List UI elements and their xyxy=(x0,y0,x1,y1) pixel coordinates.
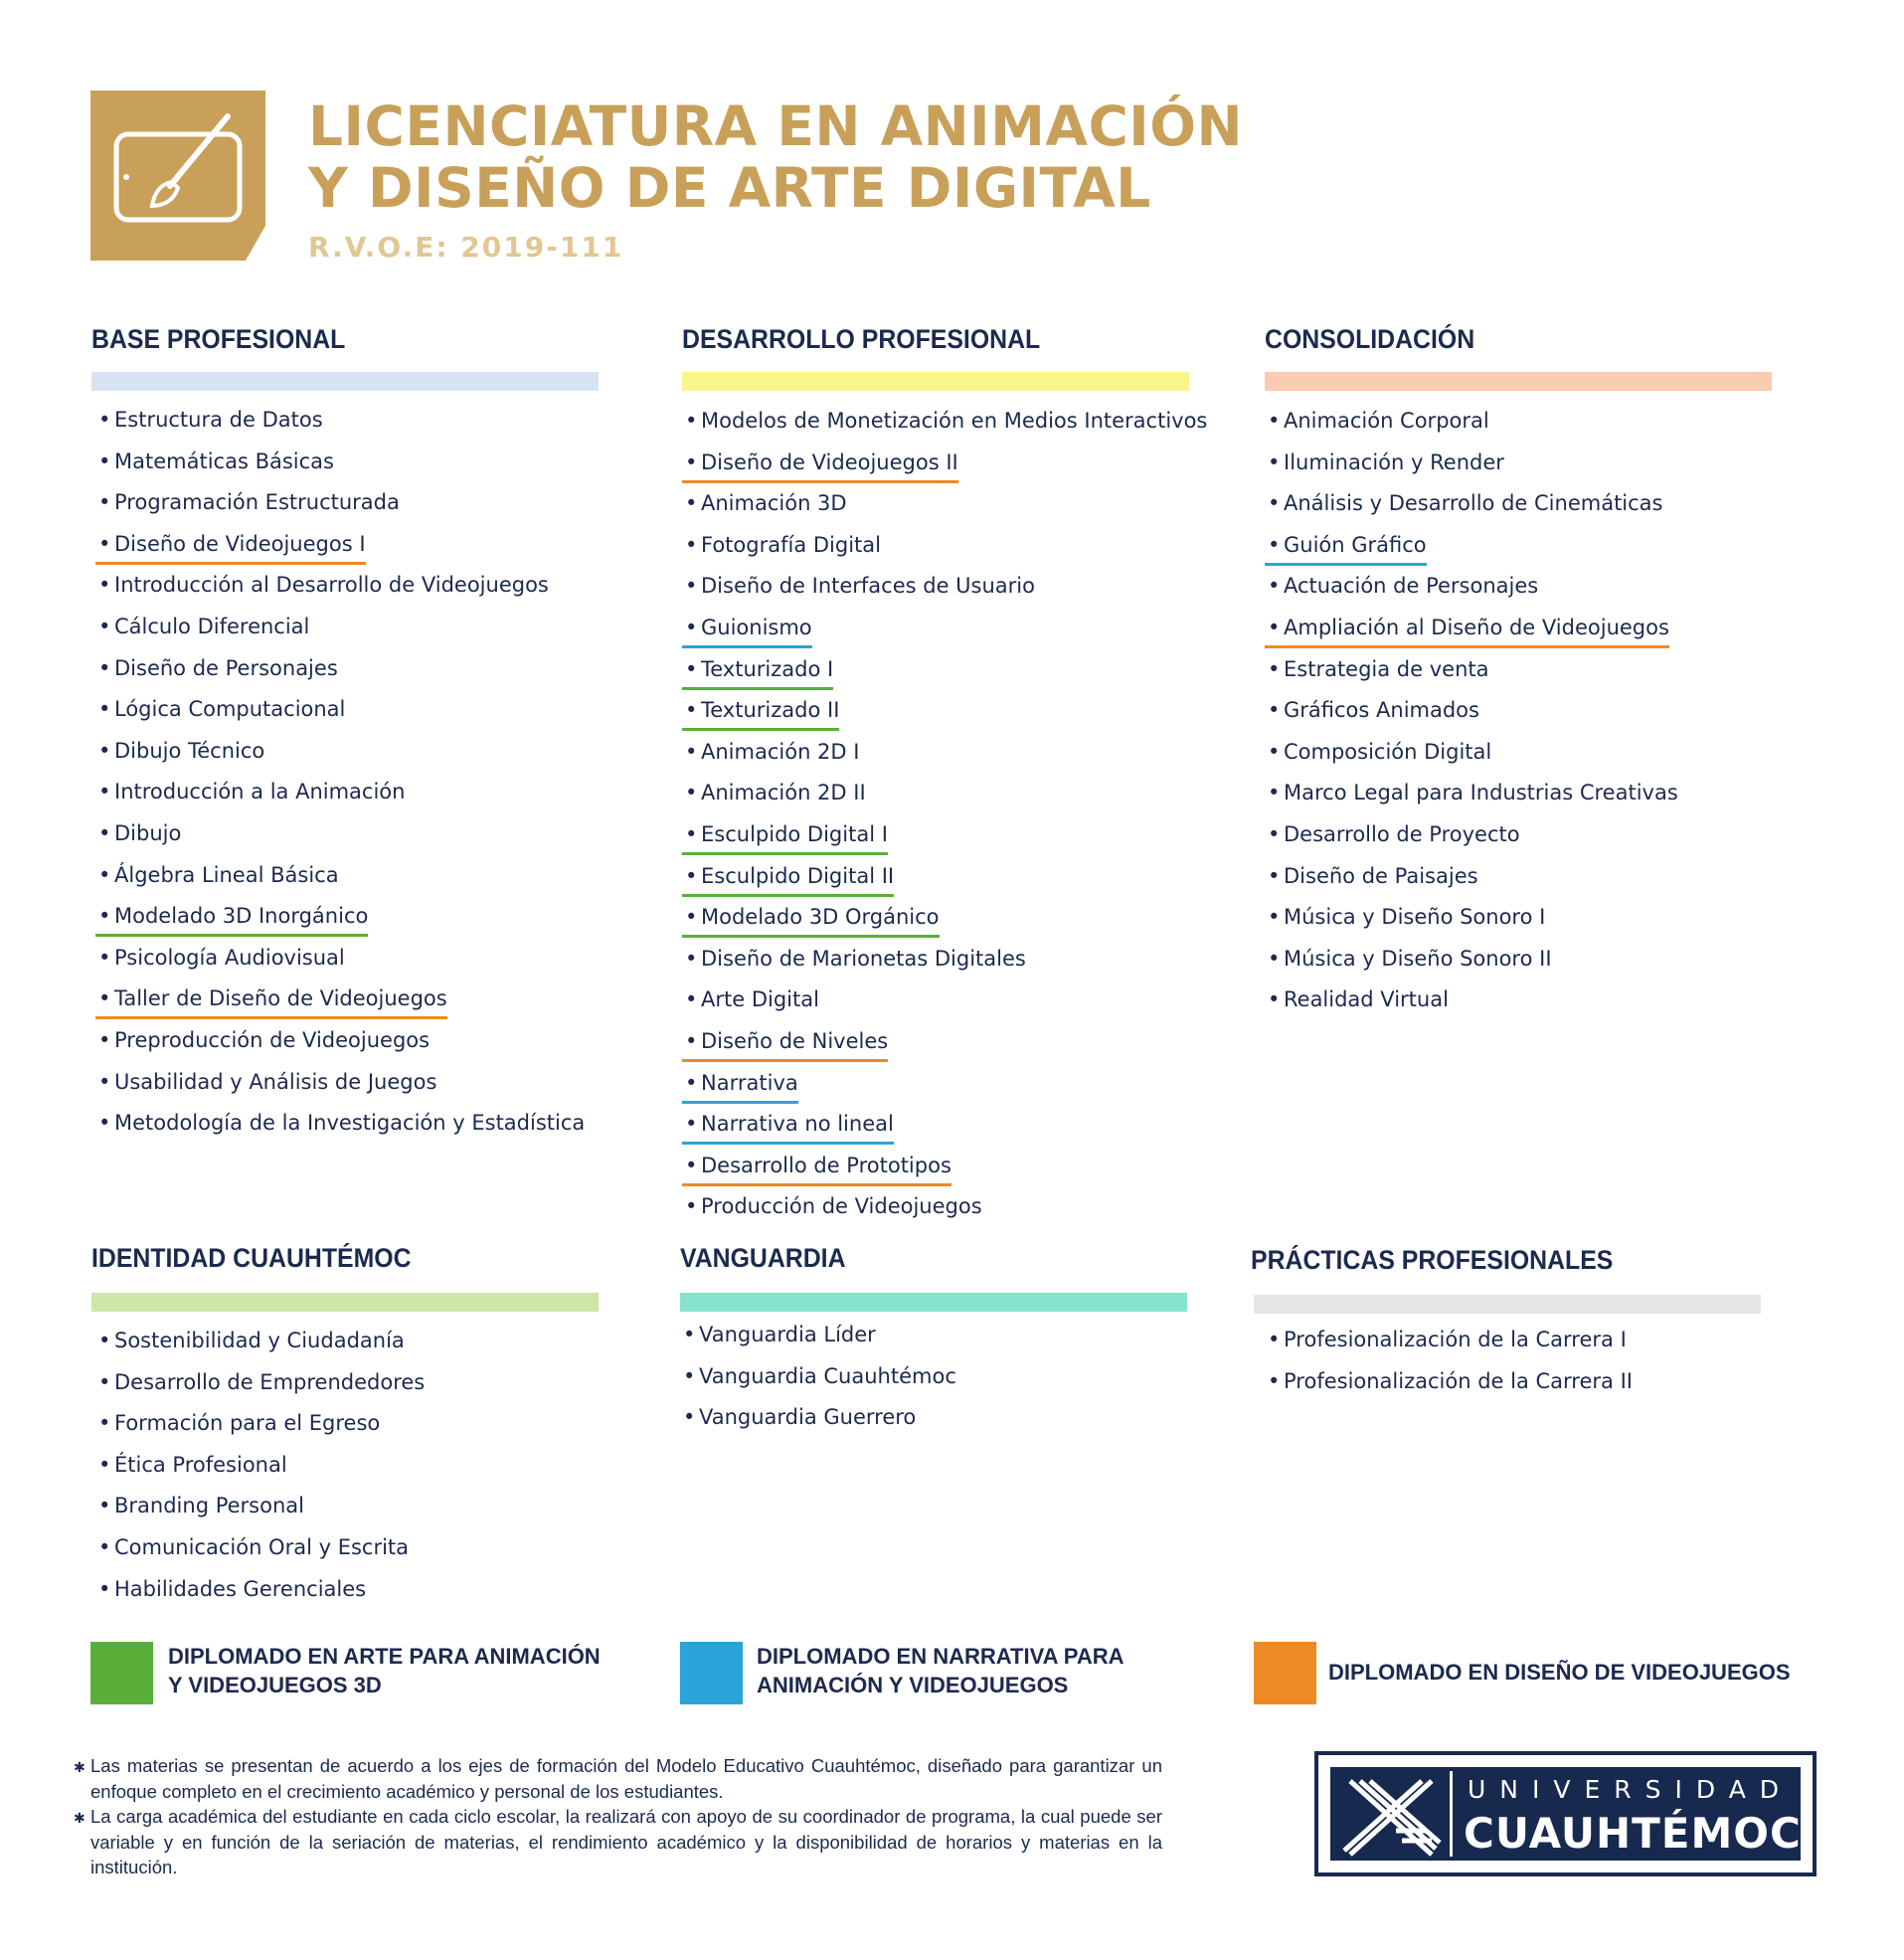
course-item xyxy=(1265,902,1678,944)
course-name: • Gráficos Animados xyxy=(1265,695,1479,728)
course-item xyxy=(680,1402,956,1444)
course-name: • Ética Profesional xyxy=(95,1450,287,1483)
course-item xyxy=(1265,571,1678,613)
course-item xyxy=(682,530,1207,572)
course-name: • Diseño de Personajes xyxy=(95,653,338,686)
course-name: • Texturizado II xyxy=(682,695,839,731)
course-item xyxy=(95,1574,425,1616)
course-list xyxy=(682,406,1207,1233)
course-item xyxy=(95,529,585,571)
course-list xyxy=(1265,1325,1633,1407)
section-practicas-profesionales xyxy=(1251,1245,1644,1393)
course-name: • Metodología de la Investigación y Estadística xyxy=(95,1108,585,1141)
legend-label-line2: ANIMACIÓN Y VIDEOJUEGOS xyxy=(757,1673,1069,1697)
course-name: • Preproducción de Videojuegos xyxy=(95,1025,430,1058)
course-name: • Cálculo Diferencial xyxy=(95,612,309,644)
course-name: • Programación Estructurada xyxy=(95,487,400,520)
legend-videojuegos xyxy=(1328,1658,1791,1687)
course-name: • Estrategia de venta xyxy=(1265,654,1489,687)
section-color-bar xyxy=(680,1293,1187,1312)
course-name: • Branding Personal xyxy=(95,1491,304,1523)
legend-label-line1: DIPLOMADO EN NARRATIVA PARA xyxy=(757,1644,1125,1669)
course-item xyxy=(682,1151,1207,1192)
course-item xyxy=(95,1025,585,1067)
course-name: • Actuación de Personajes xyxy=(1265,571,1538,604)
course-list xyxy=(95,405,585,1150)
footnote xyxy=(74,1753,1162,1804)
course-item xyxy=(95,1491,425,1532)
course-name: • Dibujo xyxy=(95,818,181,851)
course-name: • Marco Legal para Industrias Creativas xyxy=(1265,778,1678,810)
course-name: • Realidad Virtual xyxy=(1265,984,1449,1017)
course-list xyxy=(95,1326,425,1615)
course-name: • Iluminación y Render xyxy=(1265,447,1504,480)
section-color-bar xyxy=(1265,372,1772,391)
course-item xyxy=(1265,737,1678,779)
course-name: • Modelos de Monetización en Medios Interactivos xyxy=(682,406,1207,439)
section-title: IDENTIDAD CUAUHTÉMOC xyxy=(91,1243,412,1273)
section-title: VANGUARDIA xyxy=(680,1243,846,1273)
university-word: UNIVERSIDAD xyxy=(1468,1775,1794,1804)
course-name: • Animación 2D II xyxy=(682,778,866,810)
course-item xyxy=(95,446,585,488)
course-item xyxy=(1265,530,1678,572)
program-title-line1: LICENCIATURA EN ANIMACIÓN xyxy=(308,94,1244,158)
course-name: • Taller de Diseño de Videojuegos xyxy=(95,983,447,1019)
footnotes xyxy=(74,1753,1162,1880)
course-name: • Profesionalización de la Carrera I xyxy=(1265,1325,1627,1357)
tablet-paintbrush-icon xyxy=(90,90,265,261)
course-name: • Comunicación Oral y Escrita xyxy=(95,1532,409,1565)
course-item xyxy=(95,736,585,778)
course-item xyxy=(1265,447,1678,489)
course-item xyxy=(682,1026,1207,1068)
section-desarrollo-profesional xyxy=(682,324,1208,1219)
legend-narrativa xyxy=(757,1642,1125,1699)
course-item xyxy=(95,1326,425,1367)
university-name: CUAUHTÉMOC xyxy=(1464,1809,1802,1858)
course-list xyxy=(680,1320,956,1444)
course-item xyxy=(682,406,1207,447)
course-name: • Vanguardia Líder xyxy=(680,1320,876,1352)
course-name: • Desarrollo de Prototipos xyxy=(682,1151,952,1186)
course-name: • Diseño de Videojuegos II xyxy=(682,447,958,483)
course-item xyxy=(95,1367,425,1409)
course-name: • Desarrollo de Proyecto xyxy=(1265,819,1520,852)
course-item xyxy=(682,1068,1207,1110)
section-title: BASE PROFESIONAL xyxy=(91,324,346,354)
course-item xyxy=(95,1067,585,1109)
section-color-bar xyxy=(91,1293,599,1312)
course-name: • Modelado 3D Orgánico xyxy=(682,902,940,938)
course-item xyxy=(1265,654,1678,696)
course-item xyxy=(1265,778,1678,819)
course-item xyxy=(95,1408,425,1450)
course-item xyxy=(682,984,1207,1026)
course-name: • Formación para el Egreso xyxy=(95,1408,380,1441)
course-item xyxy=(1265,406,1678,447)
course-item xyxy=(682,571,1207,613)
legend-label-line2: Y VIDEOJUEGOS 3D xyxy=(168,1673,382,1697)
course-item xyxy=(680,1320,956,1361)
course-list xyxy=(1265,406,1678,1026)
course-name: • Composición Digital xyxy=(1265,737,1491,770)
section-title: PRÁCTICAS PROFESIONALES xyxy=(1251,1245,1614,1275)
course-name: • Introducción a la Animación xyxy=(95,777,405,809)
program-title-line2: Y DISEÑO DE ARTE DIGITAL xyxy=(308,156,1151,220)
course-item xyxy=(680,1361,956,1403)
course-name: • Álgebra Lineal Básica xyxy=(95,860,339,893)
legend-green-swatch xyxy=(90,1642,153,1704)
course-name: • Narrativa no lineal xyxy=(682,1109,894,1145)
section-color-bar xyxy=(1254,1295,1761,1314)
course-name: • Guionismo xyxy=(682,613,812,648)
section-consolidacion xyxy=(1265,324,1678,1012)
course-item xyxy=(682,1191,1207,1233)
course-name: • Diseño de Paisajes xyxy=(1265,861,1478,894)
section-color-bar xyxy=(91,372,599,391)
course-item xyxy=(682,737,1207,779)
course-item xyxy=(682,902,1207,944)
footnote-text: La carga académica del estudiante en cada ciclo escolar, la realizará con apoyo de su coordinador de programa, la cual puede ser variable y en función de la seriación de materias, el rendimiento académico y la disponibilidad de horarios y materias en la institución. xyxy=(90,1806,1162,1877)
course-name: • Fotografía Digital xyxy=(682,530,881,563)
course-name: • Lógica Computacional xyxy=(95,694,345,727)
course-name: • Profesionalización de la Carrera II xyxy=(1265,1366,1633,1399)
course-item xyxy=(682,861,1207,903)
course-item xyxy=(95,694,585,736)
section-title: CONSOLIDACIÓN xyxy=(1265,324,1475,354)
course-item xyxy=(682,1109,1207,1151)
course-item xyxy=(1265,613,1678,654)
legend-label-line1: DIPLOMADO EN ARTE PARA ANIMACIÓN xyxy=(168,1644,601,1669)
section-identidad-cuauhtemoc xyxy=(91,1243,438,1601)
course-item xyxy=(95,612,585,653)
course-item xyxy=(1265,1366,1633,1408)
course-name: • Introducción al Desarrollo de Videojuegos xyxy=(95,570,549,603)
course-name: • Texturizado I xyxy=(682,654,833,690)
course-name: • Estructura de Datos xyxy=(95,405,323,438)
legend-label-line1: DIPLOMADO EN DISEÑO DE VIDEOJUEGOS xyxy=(1328,1660,1791,1685)
course-item xyxy=(682,654,1207,696)
course-name: • Guión Gráfico xyxy=(1265,530,1427,566)
program-title xyxy=(308,95,1243,219)
course-item xyxy=(682,488,1207,530)
course-name: • Arte Digital xyxy=(682,984,819,1017)
course-item xyxy=(95,405,585,446)
course-name: • Diseño de Marionetas Digitales xyxy=(682,944,1026,977)
course-item xyxy=(1265,984,1678,1026)
course-name: • Producción de Videojuegos xyxy=(682,1191,982,1224)
course-name: • Esculpido Digital II xyxy=(682,861,894,897)
course-name: • Animación 3D xyxy=(682,488,847,521)
course-name: • Diseño de Interfaces de Usuario xyxy=(682,571,1035,604)
course-item xyxy=(682,778,1207,819)
footnote-text: Las materias se presentan de acuerdo a los ejes de formación del Modelo Educativo Cuauhtémoc, diseñado para garantizar un enfoque completo en el crecimiento académico y personal de los estudiantes. xyxy=(90,1755,1162,1802)
course-name: • Diseño de Niveles xyxy=(682,1026,888,1062)
course-name: • Psicología Audiovisual xyxy=(95,943,345,976)
section-color-bar xyxy=(682,372,1189,391)
course-item xyxy=(1265,819,1678,861)
course-name: • Desarrollo de Emprendedores xyxy=(95,1367,425,1400)
course-item xyxy=(1265,944,1678,985)
course-item xyxy=(95,487,585,529)
course-name: • Modelado 3D Inorgánico xyxy=(95,901,368,937)
course-name: • Esculpido Digital I xyxy=(682,819,888,855)
course-name: • Música y Diseño Sonoro I xyxy=(1265,902,1545,935)
legend-arte-3d xyxy=(168,1642,601,1699)
program-logo xyxy=(90,90,265,261)
university-logo-panel xyxy=(1330,1767,1801,1861)
logo-divider xyxy=(1450,1771,1453,1857)
course-name: • Análisis y Desarrollo de Cinemáticas xyxy=(1265,488,1663,521)
course-item xyxy=(1265,1325,1633,1366)
course-name: • Diseño de Videojuegos I xyxy=(95,529,366,565)
course-name: • Música y Diseño Sonoro II xyxy=(1265,944,1552,977)
asterisk-icon: ✱ xyxy=(74,1759,86,1775)
course-name: • Dibujo Técnico xyxy=(95,736,264,769)
course-item xyxy=(1265,488,1678,530)
course-item xyxy=(682,447,1207,489)
section-title: DESARROLLO PROFESIONAL xyxy=(682,324,1041,354)
course-item xyxy=(95,653,585,695)
asterisk-icon: ✱ xyxy=(74,1810,86,1826)
course-name: • Vanguardia Guerrero xyxy=(680,1402,916,1435)
course-name: • Narrativa xyxy=(682,1068,798,1104)
footnote xyxy=(74,1804,1162,1880)
course-item xyxy=(682,819,1207,861)
course-item xyxy=(95,860,585,902)
course-item xyxy=(95,570,585,612)
course-item xyxy=(95,777,585,818)
course-item xyxy=(95,901,585,943)
university-logo xyxy=(1314,1751,1817,1876)
course-name: • Matemáticas Básicas xyxy=(95,446,334,479)
section-base-profesional xyxy=(91,324,586,1136)
course-item xyxy=(682,695,1207,737)
course-name: • Sostenibilidad y Ciudadanía xyxy=(95,1326,405,1358)
course-item xyxy=(1265,695,1678,737)
course-item xyxy=(95,818,585,860)
course-item xyxy=(95,1450,425,1492)
course-item xyxy=(95,1532,425,1574)
course-item xyxy=(95,983,585,1025)
course-item xyxy=(682,613,1207,654)
course-name: • Vanguardia Cuauhtémoc xyxy=(680,1361,956,1394)
course-item xyxy=(95,943,585,984)
legend-blue-swatch xyxy=(680,1642,743,1704)
legend-orange-swatch xyxy=(1254,1642,1316,1704)
course-name: • Animación 2D I xyxy=(682,737,859,770)
section-vanguardia xyxy=(680,1243,956,1430)
course-name: • Animación Corporal xyxy=(1265,406,1489,439)
uc-x-emblem-icon xyxy=(1336,1771,1446,1865)
course-name: • Usabilidad y Análisis de Juegos xyxy=(95,1067,436,1100)
rvoe-code: R.V.O.E: 2019-111 xyxy=(308,231,624,264)
course-name: • Habilidades Gerenciales xyxy=(95,1574,366,1607)
course-item xyxy=(1265,861,1678,903)
course-name: • Ampliación al Diseño de Videojuegos xyxy=(1265,613,1669,648)
course-item xyxy=(95,1108,585,1150)
course-item xyxy=(682,944,1207,985)
